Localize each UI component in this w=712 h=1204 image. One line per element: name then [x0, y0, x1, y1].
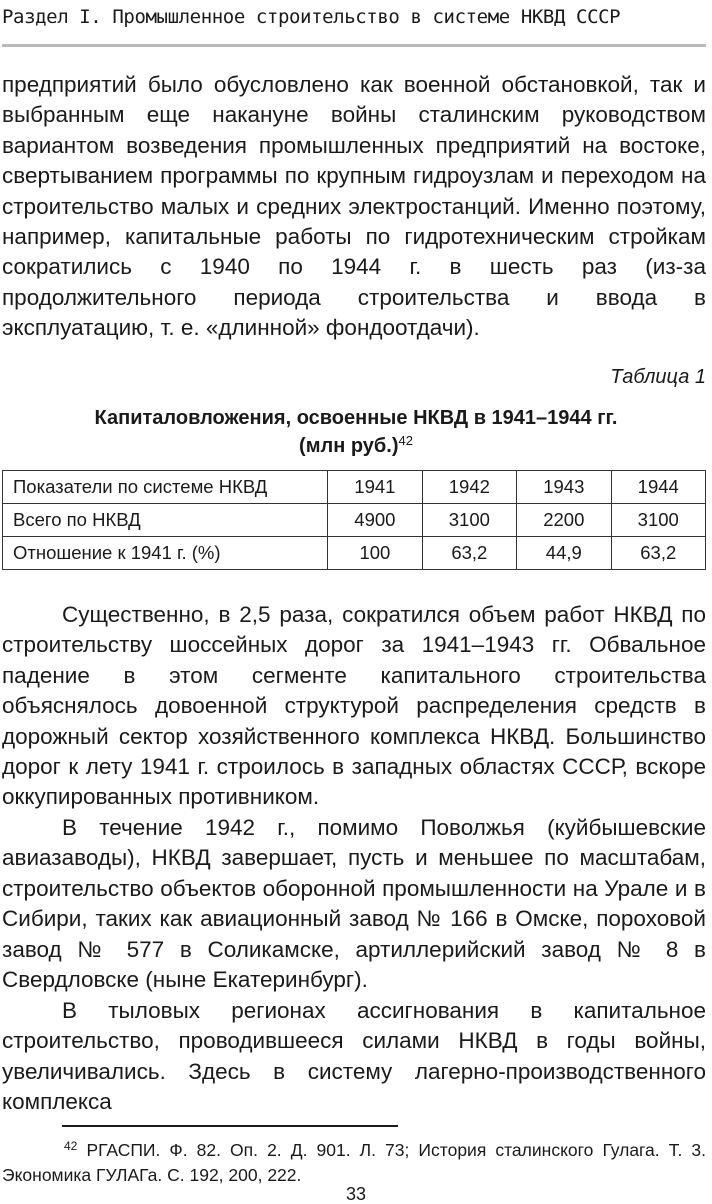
table-cell: 44,9 [517, 537, 611, 570]
header-cell-1941: 1941 [328, 471, 422, 504]
table-row [3, 537, 706, 570]
row-label: Отношение к 1941 г. (%) [3, 537, 328, 570]
header-divider [2, 44, 706, 47]
page-number: 33 [345, 1184, 367, 1204]
footnote-divider [62, 1125, 398, 1127]
table-cell: 3100 [422, 504, 516, 537]
table-cell: 3100 [611, 504, 705, 537]
header-cell-1944: 1944 [611, 471, 705, 504]
table-title-unit: (млн руб.) [299, 435, 399, 457]
table-label: Таблица 1 [610, 366, 706, 388]
paragraph-4: В тыловых регионах ассигнования в капитальное строительство, проводившееся силами НКВД в годы войны, увеличивались. Здесь в систему лагерно-производственного комплекса [2, 998, 706, 1115]
table-cell: 2200 [517, 504, 611, 537]
capital-investment-table [2, 470, 706, 570]
footnote-text: РГАСПИ. Ф. 82. Оп. 2. Д. 901. Л. 73; История сталинского Гулага. Т. 3. Экономика ГУЛАГа. С. 192, 200, 222. [2, 1140, 706, 1185]
running-head: Раздел I. Промышленное строительство в системе НКВД СССР [2, 6, 621, 28]
table-title-line-1: Капиталовложения, освоенные НКВД в 1941–1944 гг. [94, 407, 618, 429]
header-cell-1943: 1943 [517, 471, 611, 504]
footnote-number: 42 [64, 1139, 78, 1153]
row-label: Всего по НКВД [3, 504, 328, 537]
table-title-line-2 [0, 432, 712, 460]
table-row [3, 504, 706, 537]
header-cell-1942: 1942 [422, 471, 516, 504]
table-cell: 100 [328, 537, 422, 570]
header-cell-indicator: Показатели по системе НКВД [3, 471, 328, 504]
table-cell: 63,2 [422, 537, 516, 570]
table-footnote-ref: 42 [398, 433, 413, 448]
paragraph-3: В течение 1942 г., помимо Поволжья (куйбышевские авиазаводы), НКВД завершает, пусть и меньшее по масштабам, строительство объектов оборонной промышленности на Урале и в Сибири, таких как авиационный завод № 166 в Омске, пороховой завод № 577 в Соликамске, артиллерийский завод № 8 в Свердловске (ныне Екатеринбург). [2, 815, 706, 993]
table-title [0, 404, 712, 460]
footnote [2, 1138, 706, 1188]
table-cell: 63,2 [611, 537, 705, 570]
table-header-row [3, 471, 706, 504]
paragraph-2: Существенно, в 2,5 раза, сократился объем работ НКВД по строительству шоссейных дорог за 1941–1943 гг. Обвальное падение в этом сегменте капитального строительства объяснялось довоенной структурой распределения средств в дорожный сектор хозяйственного комплекса НКВД. Большинство дорог к лету 1941 г. строилось в западных областях СССР, вскоре оккупированных противником. [2, 602, 706, 810]
paragraph-1: предприятий было обусловлено как военной обстановкой, так и выбранным еще накануне войны сталинским руководством вариантом возведения промышленных предприятий на востоке, свертыванием программы по крупным гидроузлам и переходом на строительство малых и средних электростанций. Именно поэтому, например, капитальные работы по гидротехническим стройкам сократились с 1940 по 1944 г. в шесть раз (из-за продолжительного периода строительства и ввода в эксплуатацию, т. е. «длинной» фондоотдачи). [2, 72, 706, 341]
table-cell: 4900 [328, 504, 422, 537]
